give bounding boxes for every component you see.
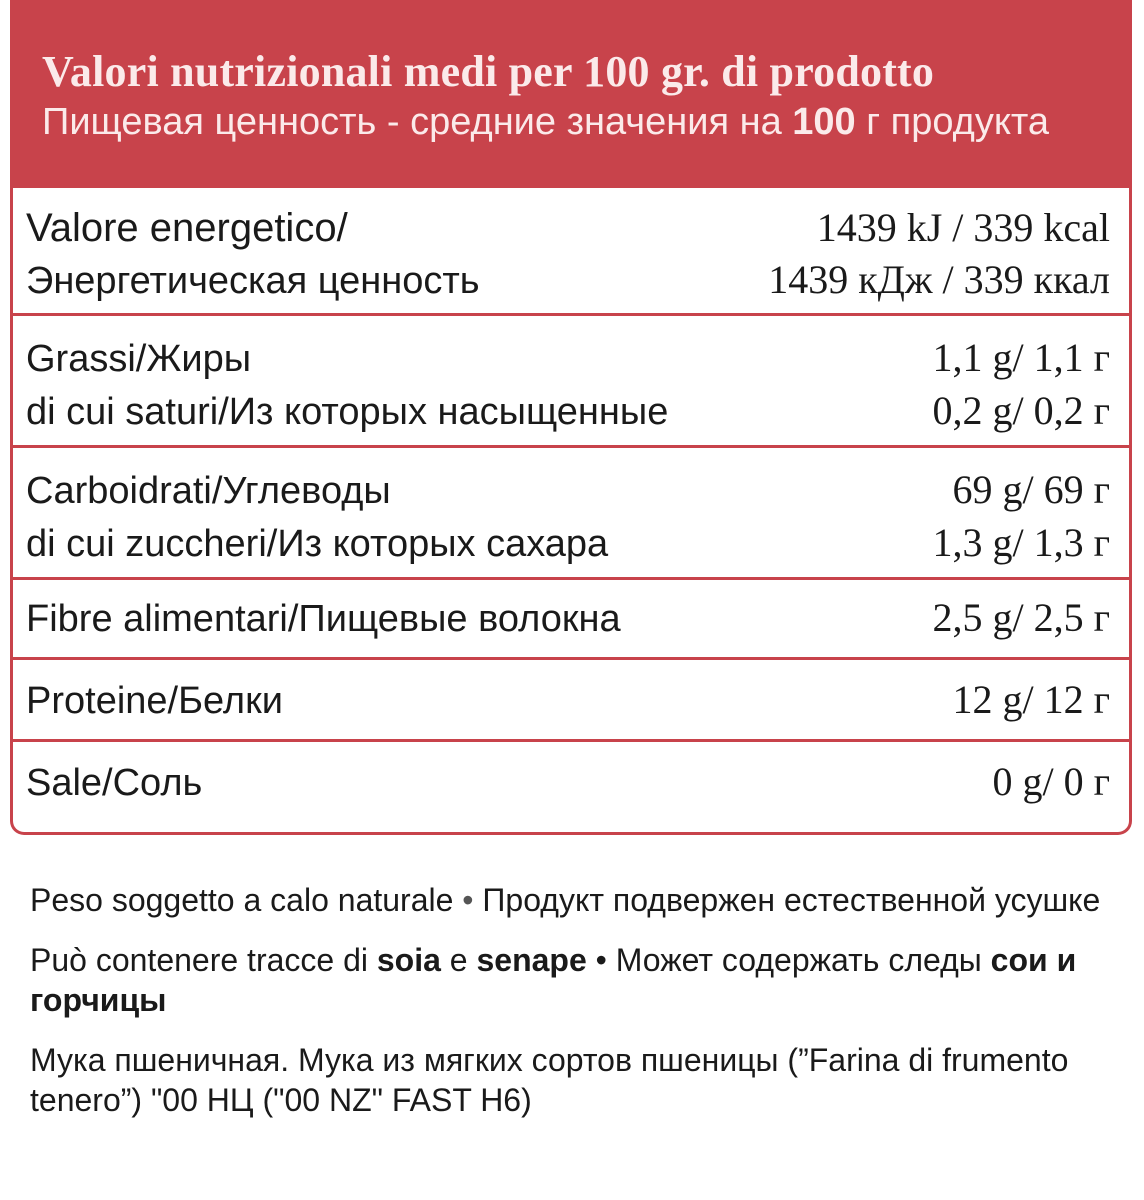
notes-section [30,880,1130,1140]
weight-note [30,880,1130,920]
energy-label-it: Valore energetico/ [26,206,348,250]
allergen-it-senape: senape [476,942,587,978]
allergen-it-1: Può contenere tracce di [30,942,377,978]
salt-label: Sale/Соль [26,762,203,804]
saturated-value: 0,2 g/ 0,2 г [932,388,1110,433]
flour-note: Мука пшеничная. Мука из мягких сортов пшеницы (”Farina di frumento tenero”) "00 НЦ ("00 NZ" FAST Н6) [30,1042,1069,1118]
header-ru-end: г продукта [855,101,1049,143]
allergen-note [30,940,1130,1020]
protein-value: 12 g/ 12 г [952,677,1110,722]
sugars-label: di cui zuccheri/Из которых сахара [26,523,609,565]
table-frame [10,0,1132,835]
energy-value-ru: 1439 кДж / 339 ккал [768,257,1110,302]
header-ru-start: Пищевая ценность - средние значения на [42,101,793,143]
weight-note-sep: • [453,882,483,918]
carbs-value: 69 g/ 69 г [952,467,1110,512]
salt-value: 0 g/ 0 г [992,759,1110,804]
weight-note-ru: Продукт подвержен естественной усушке [482,882,1101,918]
allergen-ru-1: Может содержать следы [615,942,991,978]
fibre-value: 2,5 g/ 2,5 г [932,595,1110,640]
allergen-it-soia: soia [376,942,441,978]
fats-value: 1,1 g/ 1,1 г [932,335,1110,380]
allergen-ru-bold: сои и горчицы [30,942,1077,1018]
weight-note-it: Peso soggetto a calo naturale [30,882,454,918]
header-title-italian: Valori nutrizionali medi per 100 gr. di prodotto [42,47,935,96]
allergen-it-2: e [440,942,477,978]
sugars-value: 1,3 g/ 1,3 г [932,520,1110,565]
carbs-label: Carboidrati/Углеводы [26,470,391,512]
energy-label-ru: Энергетическая ценность [26,260,480,302]
energy-value-it: 1439 kJ / 339 kcal [816,205,1110,250]
allergen-sep: • [586,942,616,978]
fibre-label: Fibre alimentari/Пищевые волокна [26,598,621,640]
fats-label: Grassi/Жиры [26,338,252,380]
protein-label: Proteine/Белки [26,680,283,722]
saturated-label: di cui saturi/Из которых насыщенные [26,391,669,433]
header-ru-bold: 100 [792,101,856,143]
